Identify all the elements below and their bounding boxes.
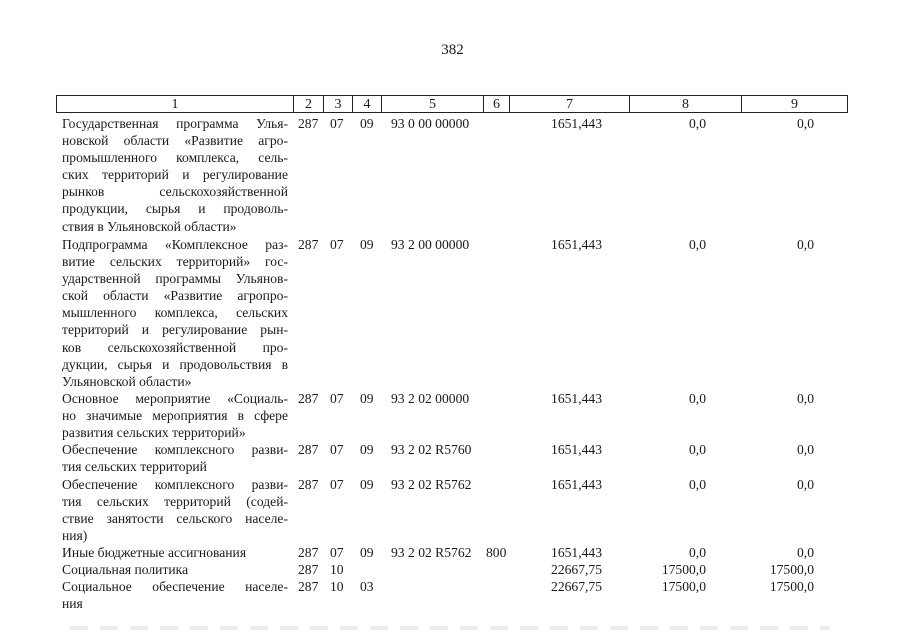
cell-col-5: 93 0 00 00000: [391, 116, 470, 131]
page-number: 382: [441, 42, 464, 58]
description-line: ских территорий и регулирование: [62, 167, 288, 183]
header-col-3: 3: [323, 96, 352, 112]
cell-col-8: 0,0: [689, 237, 706, 252]
cell-col-3: 07: [330, 477, 344, 492]
row-description: [62, 476, 288, 544]
cell-col-8: 0,0: [689, 391, 706, 406]
cell-col-8: 17500,0: [661, 579, 706, 594]
row-description: [62, 578, 288, 612]
description-line: ния): [62, 528, 88, 544]
cell-col-7: 1651,443: [551, 442, 602, 457]
description-line: ствие занятости сельского населе-: [62, 511, 288, 527]
table-header: [56, 95, 848, 113]
cell-col-2: 287: [298, 237, 319, 252]
cell-col-2: 287: [298, 477, 319, 492]
cell-col-9: 0,0: [797, 477, 814, 492]
description-line: новской области «Развитие агро-: [62, 133, 288, 149]
cell-col-2: 287: [298, 116, 319, 131]
description-line: развития сельских территорий»: [62, 425, 246, 441]
description-line: Социальная политика: [62, 562, 189, 577]
description-line: мышленного комплекса, сельских: [62, 305, 288, 321]
description-line: Обеспечение комплексного разви-: [62, 442, 288, 457]
row-description: [62, 236, 288, 390]
description-line: ков сельскохозяйственной про-: [62, 339, 288, 355]
cell-col-4: 03: [360, 579, 374, 594]
cell-col-8: 0,0: [689, 116, 706, 131]
description-line: тия сельских территорий (содей-: [62, 494, 288, 510]
description-line: ударственной программы Ульянов-: [62, 271, 288, 287]
cell-col-8: 0,0: [689, 477, 706, 492]
cell-col-9: 17500,0: [769, 562, 814, 577]
cell-col-5: 93 2 02 R5762: [391, 545, 472, 560]
cell-col-7: 22667,75: [551, 579, 602, 594]
description-line: Иные бюджетные ассигнования: [62, 545, 247, 560]
header-col-2: 2: [293, 96, 323, 112]
description-line: ствия в Ульяновской области»: [62, 218, 237, 234]
cell-col-2: 287: [298, 579, 319, 594]
cell-col-8: 0,0: [689, 442, 706, 457]
header-col-7: 7: [509, 96, 629, 112]
cell-col-7: 1651,443: [551, 545, 602, 560]
description-line: но значимые мероприятия в сфере: [62, 408, 288, 424]
cell-col-9: 0,0: [797, 545, 814, 560]
cell-col-6: 800: [486, 545, 507, 560]
cell-col-3: 07: [330, 116, 344, 131]
description-line: дукции, сырья и продовольствия в: [62, 356, 288, 372]
cell-col-2: 287: [298, 391, 319, 406]
cell-col-8: 0,0: [689, 545, 706, 560]
description-line: витие сельских территорий» гос-: [62, 254, 288, 270]
cell-col-7: 1651,443: [551, 391, 602, 406]
description-line: Обеспечение комплексного разви-: [62, 477, 288, 492]
cell-col-2: 287: [298, 545, 319, 560]
cell-col-3: 10: [330, 562, 344, 577]
cell-col-7: 22667,75: [551, 562, 602, 577]
row-description: [62, 115, 288, 235]
cell-col-9: 0,0: [797, 391, 814, 406]
cell-col-3: 07: [330, 391, 344, 406]
description-line: Подпрограмма «Комплексное раз-: [62, 237, 288, 252]
cell-col-8: 17500,0: [661, 562, 706, 577]
cell-col-9: 0,0: [797, 237, 814, 252]
cell-col-4: 09: [360, 545, 374, 560]
cell-col-3: 10: [330, 579, 344, 594]
header-col-8: 8: [629, 96, 741, 112]
description-line: территорий и регулирование рын-: [62, 322, 288, 338]
cell-col-9: 17500,0: [769, 579, 814, 594]
cell-col-3: 07: [330, 237, 344, 252]
cell-col-4: 09: [360, 237, 374, 252]
page-bottom-divider: [70, 626, 830, 630]
cell-col-9: 0,0: [797, 116, 814, 131]
cell-col-5: 93 2 02 R5760: [391, 442, 472, 457]
header-col-9: 9: [741, 96, 847, 112]
cell-col-4: 09: [360, 442, 374, 457]
row-description: [62, 561, 288, 578]
row-description: [62, 441, 288, 475]
header-col-5: 5: [381, 96, 483, 112]
cell-col-7: 1651,443: [551, 116, 602, 131]
cell-col-5: 93 2 02 R5762: [391, 477, 472, 492]
header-col-6: 6: [483, 96, 509, 112]
cell-col-3: 07: [330, 545, 344, 560]
description-line: ской области «Развитие агропро-: [62, 288, 288, 304]
row-description: [62, 544, 288, 561]
description-line: продукции, сырья и продоволь-: [62, 201, 288, 217]
header-col-4: 4: [352, 96, 381, 112]
cell-col-4: 09: [360, 116, 374, 131]
description-line: рынков сельскохозяйственной: [62, 184, 288, 200]
cell-col-5: 93 2 02 00000: [391, 391, 470, 406]
description-line: промышленного комплекса, сель-: [62, 150, 288, 166]
description-line: Государственная программа Улья-: [62, 116, 288, 131]
cell-col-7: 1651,443: [551, 237, 602, 252]
description-line: ния: [62, 596, 83, 612]
cell-col-2: 287: [298, 562, 319, 577]
cell-col-4: 09: [360, 391, 374, 406]
cell-col-5: 93 2 00 00000: [391, 237, 470, 252]
row-description: [62, 390, 288, 441]
header-col-1: 1: [171, 97, 179, 112]
description-line: Основное мероприятие «Социаль-: [62, 391, 288, 406]
description-line: тия сельских территорий: [62, 459, 207, 475]
cell-col-7: 1651,443: [551, 477, 602, 492]
cell-col-3: 07: [330, 442, 344, 457]
cell-col-2: 287: [298, 442, 319, 457]
description-line: Ульяновской области»: [62, 373, 192, 389]
cell-col-9: 0,0: [797, 442, 814, 457]
cell-col-4: 09: [360, 477, 374, 492]
description-line: Социальное обеспечение населе-: [62, 579, 288, 594]
